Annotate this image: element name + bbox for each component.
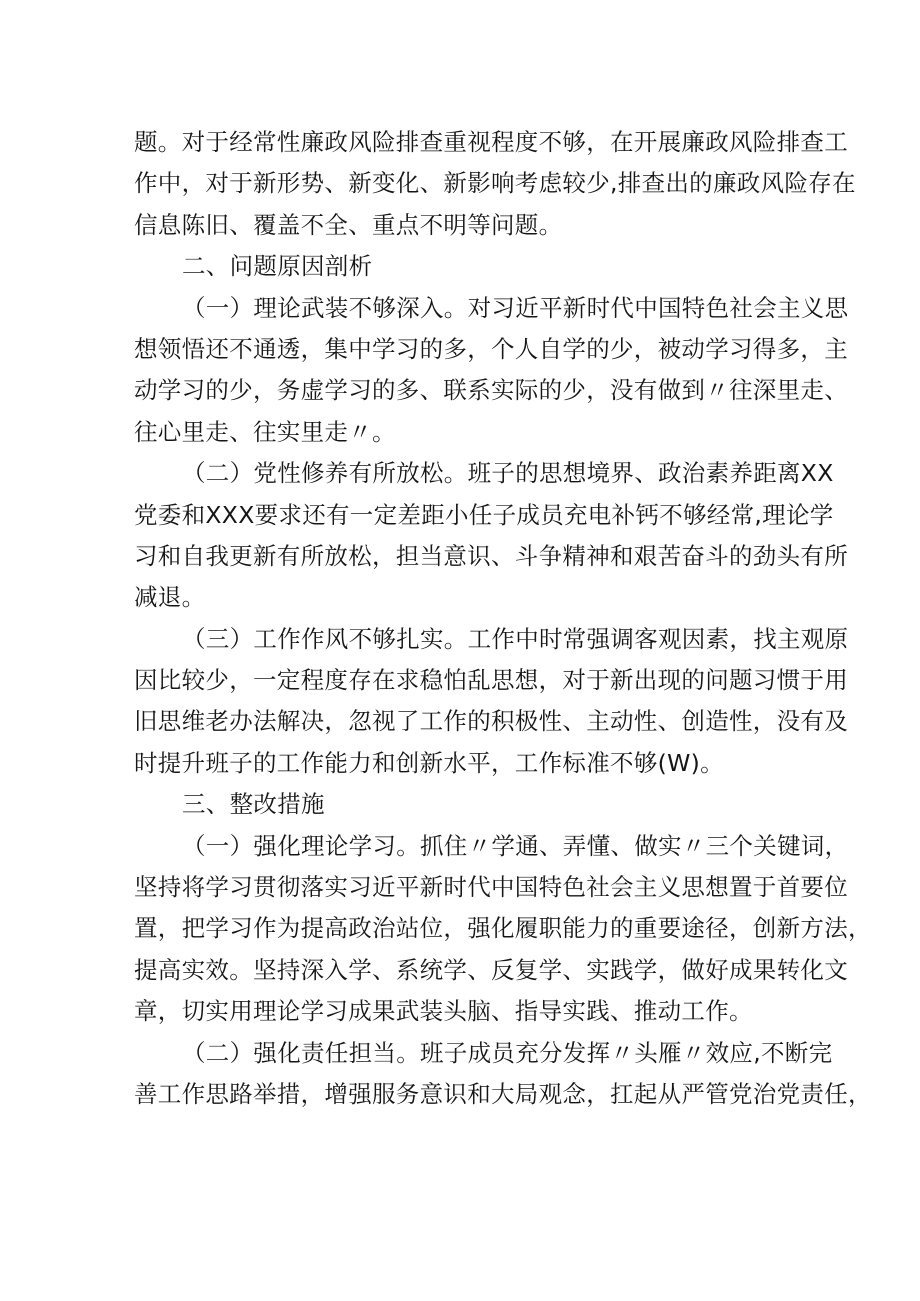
paragraph-first-line: （三）工作作风不够扎实。工作中时常强调客观因素，找主观原 [182, 624, 849, 653]
text-line: 因比较少，一定程度存在求稳怕乱思想，对于新出现的问题习惯于用 [134, 666, 848, 695]
text-line: 题。对于经常性廉政风险排查重视程度不够，在开展廉政风险排查工 [134, 128, 848, 156]
text-line: 作中，对于新形势、新变化、新影响考虑较少,排查出的廉政风险存在 [134, 169, 856, 198]
text-line: 章，切实用理论学习成果武装头脑、指导实践、推动工作。 [134, 997, 753, 1026]
text-line: 置，把学习作为提高政治站位，强化履职能力的重要途径，创新方法， [134, 914, 872, 943]
section-heading: 三、整改措施 [182, 790, 325, 819]
text-line: 坚持将学习贯彻落实习近平新时代中国特色社会主义思想置于首要位 [134, 873, 848, 902]
paragraph-first-line: （二）强化责任担当。班子成员充分发挥〃头雁〃效应,不断完 [182, 1038, 833, 1067]
section-heading: 二、问题原因剖析 [182, 252, 373, 281]
document-body [134, 122, 872, 1115]
text-line: 习和自我更新有所放松，担当意识、斗争精神和艰苦奋斗的劲头有所 [134, 541, 848, 570]
text-line: 往心里走、往实里走〃。 [134, 417, 396, 446]
text-line: 时提升班子的工作能力和创新水平，工作标准不够(W)。 [134, 748, 724, 777]
paragraph-first-line: （一）强化理论学习。抓住〃学通、弄懂、做实〃三个关键词， [182, 831, 849, 860]
text-line: 提高实效。坚持深入学、系统学、反复学、实践学，做好成果转化文 [134, 955, 848, 984]
text-line: 减退。 [134, 583, 206, 612]
text-line: 信息陈旧、覆盖不全、重点不明等问题。 [134, 210, 563, 239]
text-line: 想领悟还不通透，集中学习的多，个人自学的少，被动学习得多，主 [134, 334, 848, 363]
paragraph-first-line: （二）党性修养有所放松。班子的思想境界、政治素养距离XX [182, 459, 834, 488]
text-line: 党委和XXX要求还有一定差距小任子成员充电补钙不够经常,理论学 [134, 500, 834, 529]
text-line: 动学习的少，务虚学习的多、联系实际的少，没有做到〃往深里走、 [134, 376, 848, 405]
text-line: 善工作思路举措，增强服务意识和大局观念，扛起从严管党治党责任， [134, 1079, 872, 1108]
text-line: 旧思维老办法解决，忽视了工作的积极性、主动性、创造性，没有及 [134, 707, 848, 736]
paragraph-first-line: （一）理论武装不够深入。对习近平新时代中国特色社会主义思 [182, 293, 849, 322]
